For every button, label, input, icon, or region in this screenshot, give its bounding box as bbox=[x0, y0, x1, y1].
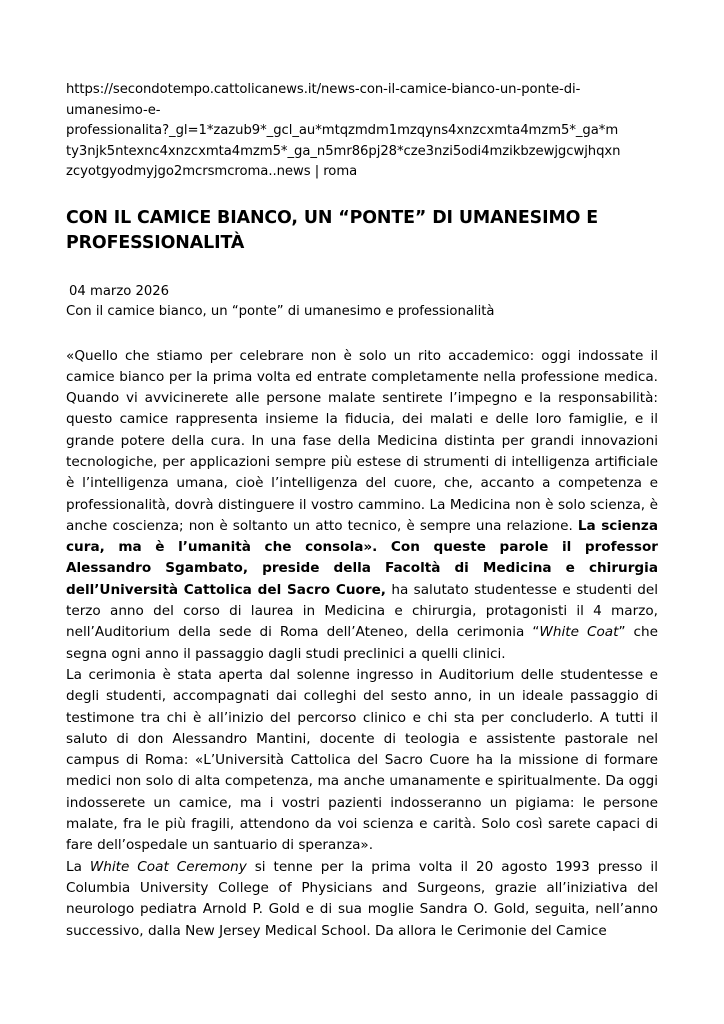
paragraph-3-text-lead: La bbox=[66, 858, 90, 875]
source-url-block bbox=[66, 80, 658, 183]
source-url-line-5: zcyotgyodmyjgo2mcrsmcroma..news | roma bbox=[66, 164, 358, 179]
article-meta bbox=[66, 256, 658, 323]
paragraph-1-text-lead: «Quello che stiamo per celebrare non è solo un rito accademico: oggi indossate il camice bianco per la prima volta ed entrate completamente nella professione medica. Quando vi avvicinerete alle persone malate sentirete l’impegno e la responsabilità: questo camice rappresenta insieme la fiducia, dei malati e delle loro famiglie, e il grande potere della cura. In una fase della Medicina distinta per grandi innovazioni tecnologiche, per applicazioni sempre più estese di strumenti di intelligenza artificiale è l’intelligenza umana, cioè l’intelligenza del cuore, che, accanto a competenza e professionalità, dovrà distinguere il vostro cammino. La Medicina non è solo scienza, è anche coscienza; non è soltanto un atto tecnico, è sempre una relazione. bbox=[66, 347, 658, 534]
article-subtitle: Con il camice bianco, un “ponte” di umanesimo e professionalità bbox=[66, 304, 495, 319]
article-paragraph-3 bbox=[66, 857, 658, 942]
paragraph-1-italic-white-coat: White Coat bbox=[539, 624, 619, 641]
article-paragraph-2: La cerimonia è stata aperta dal solenne ingresso in Auditorium delle studentesse e degli studenti, accompagnati dai colleghi del sesto anno, in un ideale passaggio di testimone tra chi è all’inizio del percorso clinico e chi sta per concluderlo. A tutti il saluto di don Alessandro Mantini, docente di teologia e assistente pastorale nel campus di Roma: «L’Università Cattolica del Sacro Cuore ha la missione di formare medici non solo di alta competenza, ma anche umanamente e spiritualmente. Da oggi indosserete un camice, ma i vostri pazienti indosseranno un pigiama: le persone malate, fra le più fragili, attendono da voi scienza e carità. Solo così sarete capaci di fare dell’ospedale un santuario di speranza». bbox=[66, 666, 658, 854]
paragraph-1-text-mid: ha salutato studentesse e studenti del terzo anno del corso di laurea in Medicina e chirurgia, protagonisti il 4 marzo, nell’Auditorium della sede di Roma dell’Ateneo, della cerimonia “ bbox=[66, 581, 658, 641]
page-title: CON IL CAMICE BIANCO, UN “PONTE” DI UMANESIMO E PROFESSIONALITÀ bbox=[66, 207, 599, 253]
paragraph-1-text-tail: ” che segna ogni anno il passaggio dagli studi preclinici a quelli clinici. bbox=[66, 624, 658, 662]
source-url-line-2: umanesimo-e- bbox=[66, 102, 161, 118]
paragraph-3-italic-ceremony: White Coat Ceremony bbox=[89, 858, 247, 875]
source-url-line-1: https://secondotempo.cattolicanews.it/news-con-il-camice-bianco-un-ponte-di- bbox=[66, 82, 581, 97]
source-url-line-3: professionalita?_gl=1*zazub9*_gcl_au*mtqzmdm1mzqyns4xnzcxmta4mzm5*_ga*m bbox=[66, 123, 619, 138]
publish-date: 04 marzo 2026 bbox=[69, 283, 170, 299]
source-url-line-4: ty3njk5ntexnc4xnzcxmta4mzm5*_ga_n5mr86pj28*cze3nzi5odi4mzikbzewjgcwjhqxn bbox=[66, 143, 621, 159]
article-paragraph-1 bbox=[66, 346, 658, 665]
paragraph-3-text-tail: si tenne per la prima volta il 20 agosto 1993 presso il Columbia University College of Physicians and Surgeons, grazie all’iniziativa del neurologo pediatra Arnold P. Gold e di sua moglie Sandra O. Gold, seguita, nell’anno successivo, dalla New Jersey Medical School. Da allora le Cerimonie del Camice bbox=[66, 858, 658, 939]
paragraph-1-bold-quote: La scienza cura, ma è l’umanità che consola». Con queste parole il professor Alessandro Sgambato, preside della Facoltà di Medicina e chirurgia dell’Università Cattolica del Sacro Cuore, bbox=[66, 517, 658, 598]
article-body bbox=[66, 323, 658, 942]
document-content bbox=[66, 80, 658, 942]
